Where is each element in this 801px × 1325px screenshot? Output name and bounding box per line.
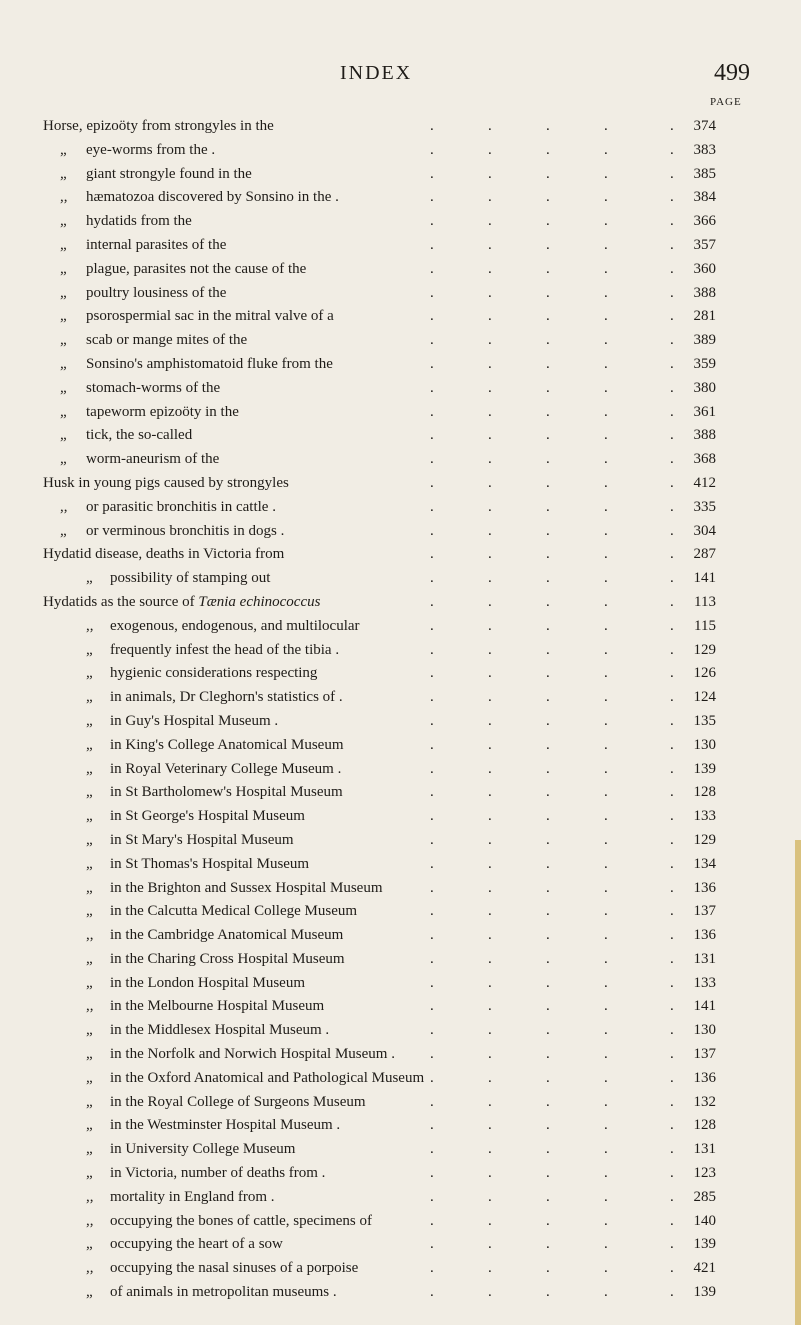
entry-label: in Royal Veterinary College Museum . xyxy=(110,760,342,777)
entry-page-number: 141 xyxy=(693,570,716,587)
index-entry: „ in the Charing Cross Hospital Museum . . . . . 131 xyxy=(0,948,801,972)
entry-text xyxy=(43,472,289,496)
entry-label: worm-aneurism of the xyxy=(86,451,220,468)
entry-label: in St Bartholomew's Hospital Museum xyxy=(110,784,343,801)
ditto-mark: ,, xyxy=(86,1260,94,1277)
entry-text xyxy=(60,258,306,282)
entry-page-number: 131 xyxy=(693,950,716,967)
entry-text xyxy=(60,186,339,210)
entry-page-number: 139 xyxy=(693,1236,716,1253)
entry-label: possibility of stamping out xyxy=(110,570,271,587)
entry-label: scab or mange mites of the xyxy=(86,332,248,349)
entry-label: exogenous, endogenous, and multilocular xyxy=(110,617,360,634)
entry-text xyxy=(86,686,343,710)
ditto-mark: „ xyxy=(60,451,67,468)
ditto-mark: „ xyxy=(86,1284,93,1301)
ditto-mark: „ xyxy=(86,879,93,896)
entry-label: in University College Museum xyxy=(110,1141,296,1158)
ditto-mark: „ xyxy=(86,1141,93,1158)
entry-label: in the Oxford Anatomical and Pathological Museum xyxy=(110,1069,425,1086)
entry-page-number: 412 xyxy=(693,474,716,491)
ditto-mark: „ xyxy=(86,950,93,967)
entry-label: in St Mary's Hospital Museum xyxy=(110,831,294,848)
entry-label: Hydatid disease, deaths in Victoria from xyxy=(43,546,285,563)
entry-label: in the Brighton and Sussex Hospital Museum xyxy=(110,879,383,896)
entry-text xyxy=(86,924,343,948)
entry-text xyxy=(60,210,192,234)
entry-text xyxy=(60,424,192,448)
ditto-mark: „ xyxy=(86,808,93,825)
index-entry: „ plague, parasites not the cause of the . . . . . 360 xyxy=(0,258,801,282)
index-entry: „ giant strongyle found in the . . . . . 385 xyxy=(0,163,801,187)
entry-text xyxy=(86,1138,295,1162)
index-entry: ,, hæmatozoa discovered by Sonsino in the . . . . . . 384 xyxy=(0,186,801,210)
entry-page-number: 137 xyxy=(693,1046,716,1063)
ditto-mark: „ xyxy=(86,570,93,587)
ditto-mark: „ xyxy=(86,665,93,682)
page-edge-stain xyxy=(795,840,801,1325)
entry-page-number: 133 xyxy=(693,808,716,825)
index-entry: „ scab or mange mites of the . . . . . 389 xyxy=(0,329,801,353)
index-entry: ,, in the Melbourne Hospital Museum . . . . . 141 xyxy=(0,995,801,1019)
index-entry: „ in St Thomas's Hospital Museum . . . . . 134 xyxy=(0,853,801,877)
entry-label: poultry lousiness of the xyxy=(86,284,227,301)
page-column-label: PAGE xyxy=(710,96,742,108)
index-entry: ,, occupying the bones of cattle, specimens of . . . . . 140 xyxy=(0,1210,801,1234)
entry-label: stomach-worms of the xyxy=(86,379,221,396)
entry-text xyxy=(86,662,317,686)
index-entry: „ in Royal Veterinary College Museum . . . . . . 139 xyxy=(0,758,801,782)
entry-page-number: 130 xyxy=(693,1022,716,1039)
entry-text xyxy=(60,353,333,377)
ditto-mark: „ xyxy=(60,427,67,444)
entry-text xyxy=(86,900,357,924)
entry-text xyxy=(86,615,360,639)
ditto-mark: „ xyxy=(60,260,67,277)
entry-text xyxy=(86,1091,366,1115)
index-entry: „ in the Oxford Anatomical and Pathological Museum . . . . . 136 xyxy=(0,1067,801,1091)
entry-text xyxy=(86,710,278,734)
ditto-mark: ,, xyxy=(86,927,94,944)
index-entry: „ possibility of stamping out . . . . . 141 xyxy=(0,567,801,591)
entry-text xyxy=(60,282,226,306)
entry-page-number: 421 xyxy=(693,1260,716,1277)
entry-text xyxy=(86,805,305,829)
entry-label: giant strongyle found in the xyxy=(86,165,252,182)
entry-label: in the Norfolk and Norwich Hospital Museum . xyxy=(110,1046,395,1063)
ditto-mark: „ xyxy=(60,284,67,301)
entry-label: hæmatozoa discovered by Sonsino in the . xyxy=(86,189,339,206)
entry-page-number: 361 xyxy=(693,403,716,420)
ditto-mark: ,, xyxy=(60,189,68,206)
ditto-mark: „ xyxy=(60,165,67,182)
index-entry: „ eye-worms from the . . . . . . 383 xyxy=(0,139,801,163)
entry-page-number: 136 xyxy=(693,1069,716,1086)
index-entry: „ Sonsino's amphistomatoid fluke from the . . . . . 359 xyxy=(0,353,801,377)
ditto-mark: „ xyxy=(86,1069,93,1086)
index-entry: „ psorospermial sac in the mitral valve of a . . . . . 281 xyxy=(0,305,801,329)
entry-page-number: 359 xyxy=(693,355,716,372)
entry-text xyxy=(86,1257,358,1281)
ditto-mark: ,, xyxy=(60,498,68,515)
entry-page-number: 136 xyxy=(693,927,716,944)
ditto-mark: „ xyxy=(86,760,93,777)
index-entry: „ internal parasites of the . . . . . 357 xyxy=(0,234,801,258)
index-entry: Horse, epizoöty from strongyles in the . . . . . 374 xyxy=(0,115,801,139)
entry-page-number: 115 xyxy=(694,617,716,634)
ditto-mark: „ xyxy=(60,236,67,253)
index-entry: „ in the London Hospital Museum . . . . . 133 xyxy=(0,972,801,996)
ditto-mark: ,, xyxy=(86,617,94,634)
entry-page-number: 126 xyxy=(693,665,716,682)
entry-text xyxy=(60,520,284,544)
index-entry: „ in the Brighton and Sussex Hospital Museum . . . . . 136 xyxy=(0,877,801,901)
entry-label: occupying the bones of cattle, specimens of xyxy=(110,1212,373,1229)
entry-label: in animals, Dr Cleghorn's statistics of . xyxy=(110,689,343,706)
entry-label: eye-worms from the . xyxy=(86,141,216,158)
entry-page-number: 141 xyxy=(693,998,716,1015)
index-entry: „ hygienic considerations respecting . . . . . 126 xyxy=(0,662,801,686)
index-entry: „ in University College Museum . . . . . 131 xyxy=(0,1138,801,1162)
entry-text xyxy=(60,329,247,353)
entry-text xyxy=(86,1162,325,1186)
entry-page-number: 129 xyxy=(693,641,716,658)
entry-text xyxy=(86,972,305,996)
entry-page-number: 388 xyxy=(693,427,716,444)
entry-label: occupying the heart of a sow xyxy=(110,1236,283,1253)
ditto-mark: „ xyxy=(86,1093,93,1110)
entry-label: in Victoria, number of deaths from . xyxy=(110,1165,326,1182)
index-entry: „ worm-aneurism of the . . . . . 368 xyxy=(0,448,801,472)
entry-page-number: 360 xyxy=(693,260,716,277)
index-entry: „ tapeworm epizoöty in the . . . . . 361 xyxy=(0,401,801,425)
entry-text xyxy=(86,1281,337,1305)
index-entry: „ in the Royal College of Surgeons Museum . . . . . 132 xyxy=(0,1091,801,1115)
ditto-mark: ,, xyxy=(86,1212,94,1229)
entry-label: in St Thomas's Hospital Museum xyxy=(110,855,310,872)
index-entry: Husk in young pigs caused by strongyles . . . . . 412 xyxy=(0,472,801,496)
entry-page-number: 136 xyxy=(693,879,716,896)
index-entry: „ in the Middlesex Hospital Museum . . . . . . 130 xyxy=(0,1019,801,1043)
index-entry: Hydatids as the source of Tænia echinococcus . . . . . 113 xyxy=(0,591,801,615)
ditto-mark: „ xyxy=(86,736,93,753)
entry-page-number: 366 xyxy=(693,213,716,230)
entry-page-number: 131 xyxy=(693,1141,716,1158)
entry-text xyxy=(86,734,344,758)
index-entry: „ in animals, Dr Cleghorn's statistics of . . . . . . 124 xyxy=(0,686,801,710)
entry-text xyxy=(60,234,226,258)
ditto-mark: „ xyxy=(60,141,67,158)
entry-text xyxy=(86,1019,329,1043)
entry-page-number: 384 xyxy=(693,189,716,206)
index-entry: „ in St George's Hospital Museum . . . . . 133 xyxy=(0,805,801,829)
entry-page-number: 380 xyxy=(693,379,716,396)
ditto-mark: „ xyxy=(60,213,67,230)
ditto-mark: ,, xyxy=(86,1188,94,1205)
index-entry: „ in Victoria, number of deaths from . . . . . . 123 xyxy=(0,1162,801,1186)
ditto-mark: „ xyxy=(86,1236,93,1253)
entry-text xyxy=(86,567,270,591)
entry-label: in the Royal College of Surgeons Museum xyxy=(110,1093,366,1110)
index-entry: „ in St Bartholomew's Hospital Museum . . . . . 128 xyxy=(0,781,801,805)
entry-text xyxy=(43,591,320,615)
entry-page-number: 335 xyxy=(693,498,716,515)
entry-page-number: 139 xyxy=(693,760,716,777)
index-entry: „ stomach-worms of the . . . . . 380 xyxy=(0,377,801,401)
entry-text xyxy=(60,377,220,401)
ditto-mark: „ xyxy=(86,1046,93,1063)
entry-text xyxy=(86,829,294,853)
ditto-mark: „ xyxy=(60,332,67,349)
ditto-mark: „ xyxy=(60,308,67,325)
entry-text xyxy=(60,401,239,425)
ditto-mark: „ xyxy=(60,403,67,420)
entry-text xyxy=(86,639,339,663)
entry-text xyxy=(86,781,343,805)
entry-page-number: 287 xyxy=(693,546,716,563)
entry-page-number: 139 xyxy=(693,1284,716,1301)
entry-label: mortality in England from . xyxy=(110,1188,275,1205)
entry-label: in the Charing Cross Hospital Museum xyxy=(110,950,345,967)
index-entry: „ in Guy's Hospital Museum . . . . . . 135 xyxy=(0,710,801,734)
entry-page-number: 133 xyxy=(693,974,716,991)
entry-text xyxy=(43,115,274,139)
entry-text xyxy=(60,139,215,163)
entry-page-number: 304 xyxy=(693,522,716,539)
entry-page-number: 123 xyxy=(693,1165,716,1182)
ditto-mark: „ xyxy=(86,855,93,872)
entry-label: in the Cambridge Anatomical Museum xyxy=(110,927,344,944)
entry-page-number: 130 xyxy=(693,736,716,753)
entry-page-number: 113 xyxy=(694,593,716,610)
entry-text xyxy=(60,163,252,187)
entry-label: in the Calcutta Medical College Museum xyxy=(110,903,358,920)
entry-label: in the Middlesex Hospital Museum . xyxy=(110,1022,330,1039)
entry-text xyxy=(60,305,334,329)
entry-italic-term: Tænia echinococcus xyxy=(198,593,321,610)
entry-page-number: 128 xyxy=(693,1117,716,1134)
ditto-mark: „ xyxy=(86,1117,93,1134)
entry-text xyxy=(86,1114,340,1138)
entry-label: in the London Hospital Museum xyxy=(110,974,305,991)
index-entry: „ in St Mary's Hospital Museum . . . . . 129 xyxy=(0,829,801,853)
ditto-mark: „ xyxy=(86,641,93,658)
entry-text xyxy=(43,543,284,567)
entry-label: Sonsino's amphistomatoid fluke from the xyxy=(86,355,333,372)
entry-label: occupying the nasal sinuses of a porpoise xyxy=(110,1260,359,1277)
entry-label: in St George's Hospital Museum xyxy=(110,808,305,825)
entry-label: in King's College Anatomical Museum xyxy=(110,736,344,753)
entry-page-number: 129 xyxy=(693,831,716,848)
entry-label: Horse, epizoöty from strongyles in the xyxy=(43,118,274,134)
entry-label: or verminous bronchitis in dogs . xyxy=(86,522,285,539)
entry-label: tapeworm epizoöty in the xyxy=(86,403,239,420)
entry-text xyxy=(86,1186,275,1210)
entry-text xyxy=(60,496,276,520)
entry-label: frequently infest the head of the tibia . xyxy=(110,641,340,658)
running-head xyxy=(0,60,801,90)
entry-page-number: 135 xyxy=(693,712,716,729)
ditto-mark: „ xyxy=(86,689,93,706)
entry-text xyxy=(86,1210,372,1234)
index-entry: Hydatid disease, deaths in Victoria from . . . . . 287 xyxy=(0,543,801,567)
entry-label: internal parasites of the xyxy=(86,236,227,253)
entry-text xyxy=(86,877,383,901)
ditto-mark: „ xyxy=(86,974,93,991)
index-entry: „ or verminous bronchitis in dogs . . . . . . 304 xyxy=(0,520,801,544)
page-number: 499 xyxy=(714,60,750,86)
index-entry: „ in the Calcutta Medical College Museum . . . . . 137 xyxy=(0,900,801,924)
ditto-mark: „ xyxy=(86,784,93,801)
index-entry: ,, or parasitic bronchitis in cattle . . . . . . 335 xyxy=(0,496,801,520)
ditto-mark: „ xyxy=(60,522,67,539)
entry-label: hygienic considerations respecting xyxy=(110,665,318,682)
entry-text xyxy=(86,1043,395,1067)
entry-page-number: 124 xyxy=(693,689,716,706)
index-entry: „ poultry lousiness of the . . . . . 388 xyxy=(0,282,801,306)
entry-page-number: 134 xyxy=(693,855,716,872)
entry-label: in Guy's Hospital Museum . xyxy=(110,712,279,729)
entry-label: or parasitic bronchitis in cattle . xyxy=(86,498,276,515)
entry-page-number: 389 xyxy=(693,332,716,349)
entry-label: tick, the so-called xyxy=(86,427,193,444)
entry-label: Hydatids as the source of xyxy=(43,593,199,610)
index-entry: ,, mortality in England from . . . . . . 285 xyxy=(0,1186,801,1210)
ditto-mark: „ xyxy=(86,1165,93,1182)
entry-text xyxy=(86,853,309,877)
entry-label: hydatids from the xyxy=(86,213,192,230)
entry-text xyxy=(60,448,219,472)
index-entry: „ in the Westminster Hospital Museum . . . . . . 128 xyxy=(0,1114,801,1138)
entry-page-number: 281 xyxy=(693,308,716,325)
ditto-mark: „ xyxy=(60,379,67,396)
entry-label: plague, parasites not the cause of the xyxy=(86,260,307,277)
entry-text xyxy=(86,1067,424,1091)
entry-text xyxy=(86,948,345,972)
ditto-mark: „ xyxy=(86,1022,93,1039)
entry-page-number: 385 xyxy=(693,165,716,182)
ditto-mark: „ xyxy=(86,903,93,920)
index-entry: „ occupying the heart of a sow . . . . . 139 xyxy=(0,1233,801,1257)
ditto-mark: „ xyxy=(60,355,67,372)
entry-page-number: 140 xyxy=(693,1212,716,1229)
entry-label: in the Melbourne Hospital Museum xyxy=(110,998,325,1015)
entry-text xyxy=(86,995,324,1019)
index-entry: „ of animals in metropolitan museums . . . . . . 139 xyxy=(0,1281,801,1305)
index-entry: „ hydatids from the . . . . . 366 xyxy=(0,210,801,234)
entry-page-number: 285 xyxy=(693,1188,716,1205)
entry-page-number: 132 xyxy=(693,1093,716,1110)
index-entry: „ tick, the so-called . . . . . 388 xyxy=(0,424,801,448)
entry-text xyxy=(86,758,341,782)
entry-page-number: 357 xyxy=(693,236,716,253)
index-entry: „ frequently infest the head of the tibia . . . . . . 129 xyxy=(0,639,801,663)
entry-label: psorospermial sac in the mitral valve of a xyxy=(86,308,334,325)
entry-text xyxy=(86,1233,283,1257)
entry-label: Husk in young pigs caused by strongyles xyxy=(43,474,289,491)
index-entry-list xyxy=(0,115,801,1305)
ditto-mark: „ xyxy=(86,712,93,729)
index-entry: ,, occupying the nasal sinuses of a porpoise . . . . . 421 xyxy=(0,1257,801,1281)
index-entry: ,, in the Cambridge Anatomical Museum . . . . . 136 xyxy=(0,924,801,948)
entry-label: of animals in metropolitan museums . xyxy=(110,1284,337,1301)
entry-page-number: 137 xyxy=(693,903,716,920)
running-head-title: INDEX xyxy=(340,62,413,84)
ditto-mark: „ xyxy=(86,831,93,848)
entry-page-number: 128 xyxy=(693,784,716,801)
entry-page-number: 374 xyxy=(693,118,716,134)
index-entry: „ in King's College Anatomical Museum . . . . . 130 xyxy=(0,734,801,758)
entry-page-number: 388 xyxy=(693,284,716,301)
entry-label: in the Westminster Hospital Museum . xyxy=(110,1117,341,1134)
entry-page-number: 368 xyxy=(693,451,716,468)
index-entry: ,, exogenous, endogenous, and multilocular . . . . . 115 xyxy=(0,615,801,639)
ditto-mark: ,, xyxy=(86,998,94,1015)
entry-page-number: 383 xyxy=(693,141,716,158)
index-entry: „ in the Norfolk and Norwich Hospital Museum . . . . . . 137 xyxy=(0,1043,801,1067)
